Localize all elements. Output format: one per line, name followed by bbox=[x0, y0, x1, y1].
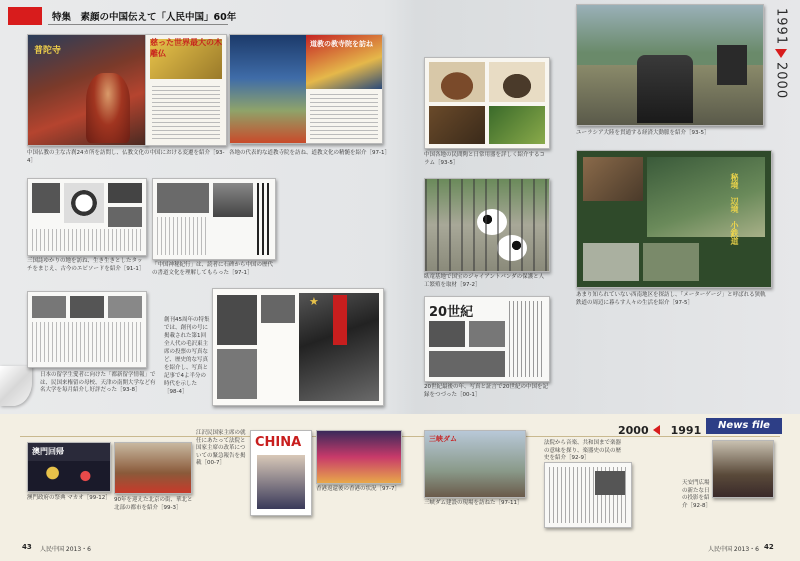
spread-title: 道教の教寺院を訪ね bbox=[310, 40, 373, 48]
news-caption-hongkong: 香港返還後の香港の状況［97-7］ bbox=[316, 486, 400, 492]
news-caption-three-gorges: 三峡ダム建設の現場を訪ねた［97-11］ bbox=[424, 500, 523, 506]
caption-panda: 臥竜基地で国宝のジャイアントパンダの保護と人工繁殖を取材［97-2］ bbox=[424, 274, 545, 288]
news-item-three-gorges bbox=[424, 430, 526, 498]
hongkong-photo bbox=[317, 431, 401, 483]
pottery-photo bbox=[489, 62, 545, 102]
news-caption-macau: 澳門政府の祭典 マカオ［99-12］ bbox=[27, 495, 111, 501]
year-range bbox=[770, 8, 792, 128]
cage-bars bbox=[425, 179, 549, 271]
text-area bbox=[306, 89, 382, 143]
magazine-spread-panda bbox=[424, 178, 550, 272]
text-column bbox=[157, 217, 209, 255]
news-item-hongkong bbox=[316, 430, 402, 484]
bw-photo bbox=[108, 183, 142, 203]
stele-photo bbox=[213, 183, 253, 217]
year-start: 1991 bbox=[773, 8, 789, 46]
news-mag-title: CHINA bbox=[255, 435, 302, 450]
bw-photo bbox=[261, 295, 295, 323]
locomotive bbox=[717, 45, 747, 85]
bw-photo bbox=[32, 183, 60, 213]
magazine-spread-buddhism-right bbox=[145, 34, 227, 146]
train-photo bbox=[647, 157, 765, 237]
section-marker bbox=[8, 7, 42, 25]
caption-eurasia: ユーラシア大陸を貫通する経済大動脈を紹介［93-5］ bbox=[576, 130, 710, 136]
text-column bbox=[509, 301, 545, 377]
text-column bbox=[32, 229, 142, 251]
railway-photo bbox=[576, 4, 764, 126]
footer-magazine-left: 人民中国 2013・6 bbox=[40, 546, 91, 553]
news-item-music bbox=[544, 462, 632, 528]
bw-photo bbox=[217, 349, 257, 399]
down-arrow-icon bbox=[775, 49, 787, 58]
bw-photo bbox=[157, 183, 209, 213]
magazine-spread-pottery bbox=[424, 57, 550, 149]
news-caption-beijing: 90年を迎えた北京の街、華北と北部の都市を紹介［99-3］ bbox=[114, 497, 193, 511]
caption-pottery: 中国各地の民間陶と日常用器を詳しく紹介するコラム［93-5］ bbox=[424, 152, 546, 166]
pottery-photo bbox=[429, 62, 485, 102]
news-item-beijing bbox=[114, 442, 192, 494]
news-caption-president: 江沢民国家主席の就任にあたって法院と国家主席の改革についての緊急報告を掲載［00-7］ bbox=[196, 430, 246, 466]
year-end: 2000 bbox=[773, 62, 789, 100]
bw-photo bbox=[429, 321, 465, 347]
caption-anniversary: 創刊45周年の特集では、創刊の号に掲載された第1回全人代の毛沢東主席の投票の写真など、歴史的な写真を紹介し、写真と記事で4よ半分の時代を示した［98-4］ bbox=[164, 317, 210, 395]
page-number-left: 43 bbox=[22, 543, 32, 551]
news-item-macau bbox=[27, 442, 111, 492]
news-item-tiananmen bbox=[712, 440, 774, 498]
text-column bbox=[152, 83, 220, 139]
monk-figure bbox=[86, 73, 130, 143]
caption-mystery: 「中国神秘紀行」は、読者に石碑から中国の歴代の書道文化を理解してもらった［97-1］ bbox=[152, 262, 274, 276]
magazine-spread-20th-century bbox=[424, 296, 550, 382]
page-title: 特集 素顔の中国伝えて「人民中国」60年 bbox=[52, 12, 237, 23]
news-file-label: News file bbox=[706, 418, 782, 434]
magazine-spread-anniversary bbox=[212, 288, 384, 406]
cover-photo bbox=[257, 455, 305, 509]
group-photo bbox=[713, 441, 773, 497]
page-number-right: 42 bbox=[764, 543, 774, 551]
news-item-china-cover bbox=[250, 430, 312, 516]
footer-magazine-right: 人民中国 2013・6 bbox=[708, 546, 759, 553]
bw-photo bbox=[108, 207, 142, 227]
news-mag-title: 澳門回帰 bbox=[32, 447, 64, 456]
spread-title: 普陀寺 bbox=[34, 46, 62, 56]
text-column bbox=[32, 322, 142, 362]
passenger-photo bbox=[583, 157, 643, 201]
circular-photo bbox=[64, 183, 104, 223]
vertical-title bbox=[257, 183, 271, 255]
news-file-years: 2000 1991 bbox=[618, 424, 702, 437]
bw-photo bbox=[32, 296, 66, 318]
spread-subtitle: 慈った世界最大の木雕仏 bbox=[150, 38, 222, 58]
caption-taoism: 各地の代表的な道教寺院を訪ね、道教文化の精髄を紹介［97-1］ bbox=[229, 150, 390, 156]
spread-title: 秘境 辺境 小鉄道 bbox=[730, 173, 739, 245]
news-caption-tiananmen: 天安門広場の新たな日の投影を紹介［92-8］ bbox=[682, 480, 711, 509]
bw-photo bbox=[595, 471, 625, 495]
magazine-spread-three-kingdoms bbox=[27, 178, 147, 256]
magazine-spread-buddhism bbox=[27, 34, 147, 146]
fireworks-photo bbox=[28, 461, 110, 491]
spread-title: 20世紀 bbox=[429, 305, 474, 320]
taoist-left-photo bbox=[230, 35, 306, 143]
bw-photo bbox=[108, 296, 142, 318]
magazine-spread-narrow-gauge bbox=[576, 150, 772, 288]
magazine-spread-mystery bbox=[152, 178, 276, 260]
magazine-spread-taoism bbox=[229, 34, 383, 144]
caption-three-kingdoms: 三国誌ゆかりの地を訪ね、生き生きとしたタッチをまじえ、古今のエピソードを紹介［91-1］ bbox=[27, 258, 145, 272]
pottery-photo bbox=[429, 106, 485, 144]
star-icon: ★ bbox=[309, 295, 319, 308]
beijing-photo bbox=[115, 443, 191, 493]
bw-photo bbox=[70, 296, 104, 318]
red-title-banner bbox=[333, 295, 347, 345]
left-arrow-icon bbox=[653, 425, 660, 435]
magazine-spread-study-abroad bbox=[27, 291, 147, 368]
text-column bbox=[310, 93, 378, 139]
bw-photo bbox=[429, 351, 505, 377]
station-photo bbox=[643, 243, 699, 281]
bw-photo bbox=[469, 321, 505, 347]
title-underline bbox=[48, 24, 228, 25]
locomotive bbox=[637, 55, 693, 123]
plant-photo bbox=[489, 106, 545, 144]
station-photo bbox=[583, 243, 639, 281]
bw-photo bbox=[217, 295, 257, 345]
caption-20th-century: 20世紀最後の年、写真と証言で20世紀の中国を記録をつづった［00-1］ bbox=[424, 384, 548, 398]
news-mag-title: 三峡ダム bbox=[429, 435, 457, 443]
caption-narrow-gauge: あまり知られていない西南地区を探訪し、「メーターゲージ」と呼ばれる狭軌鉄道の周辺に暮らす人々の生活を紹介［97-5］ bbox=[576, 292, 766, 306]
caption-study-abroad: 日本の留学生愛者に向けた「都新留学情報」では、民国来権留の母校、天津の南開大学など有名大学を毎月紹介し好評だった［93-8］ bbox=[40, 372, 156, 393]
caption-buddhism: 中国仏教の主な古刹24カ所を訪問し、仏教文化の中国における変遷を紹介［93-4］ bbox=[27, 150, 225, 164]
news-caption-music: 法院から音楽、共和国まで楽器の意味を探り、楽器史の民の歴史を紹介［92-9］ bbox=[544, 440, 622, 461]
